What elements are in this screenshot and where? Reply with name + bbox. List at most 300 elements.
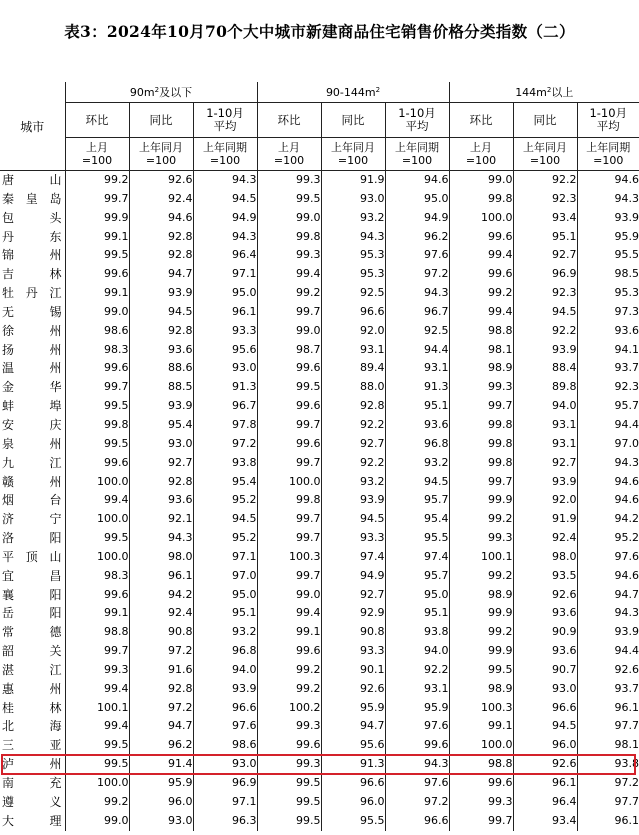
value-cell: 98.9 (449, 359, 513, 378)
value-cell: 100.0 (449, 209, 513, 228)
value-cell: 88.5 (129, 378, 193, 397)
value-cell: 94.2 (129, 586, 193, 605)
value-cell: 99.8 (65, 416, 129, 435)
value-cell: 94.5 (129, 303, 193, 322)
value-cell: 99.6 (65, 359, 129, 378)
sub-header: 环比 (257, 103, 321, 138)
value-cell: 99.9 (65, 209, 129, 228)
value-cell: 93.2 (385, 454, 449, 473)
value-cell: 99.1 (65, 228, 129, 247)
value-cell: 99.6 (65, 586, 129, 605)
value-cell: 94.7 (614, 587, 639, 601)
value-cell: 98.8 (449, 755, 513, 774)
base-header: 上年同期 =100 (577, 138, 639, 171)
value-cell: 94.3 (193, 228, 257, 247)
value-cell: 93.3 (321, 642, 385, 661)
base-header: 上年同期 =100 (193, 138, 257, 171)
value-cell: 95.5 (614, 248, 639, 262)
value-cell: 99.2 (257, 284, 321, 303)
city-cell: 大理 (0, 812, 65, 831)
value-cell: 100.3 (257, 548, 321, 567)
city-cell: 桂林 (0, 699, 65, 718)
value-cell: 94.1 (614, 342, 639, 356)
value-cell: 99.4 (257, 265, 321, 284)
value-cell: 92.8 (129, 322, 193, 341)
table-row (0, 793, 639, 812)
value-cell: 99.9 (449, 491, 513, 510)
value-cell: 94.6 (614, 173, 639, 186)
table-row (0, 774, 639, 793)
value-cell: 99.3 (257, 246, 321, 265)
value-cell: 99.7 (65, 642, 129, 661)
value-cell: 98.6 (193, 736, 257, 755)
value-cell: 97.2 (193, 435, 257, 454)
value-cell: 95.1 (513, 228, 577, 247)
value-cell: 95.7 (614, 399, 639, 413)
value-cell: 100.3 (449, 699, 513, 718)
value-cell: 95.4 (193, 473, 257, 492)
value-cell: 99.0 (257, 586, 321, 605)
table-row (0, 322, 639, 341)
value-cell: 99.7 (257, 416, 321, 435)
base-header: 上年同月 =100 (513, 138, 577, 171)
value-cell: 96.6 (513, 699, 577, 718)
base-header: 上年同月 =100 (129, 138, 193, 171)
value-cell: 94.6 (129, 209, 193, 228)
value-cell: 96.7 (193, 397, 257, 416)
value-cell: 91.9 (321, 171, 385, 190)
value-cell: 100.0 (65, 548, 129, 567)
value-cell: 100.1 (449, 548, 513, 567)
table-row (0, 473, 639, 492)
table-row (0, 397, 639, 416)
value-cell: 99.2 (449, 567, 513, 586)
value-cell: 98.9 (449, 680, 513, 699)
sub-header: 1-10月 平均 (193, 103, 257, 138)
value-cell: 95.3 (614, 286, 639, 300)
value-cell: 94.7 (129, 265, 193, 284)
value-cell: 95.6 (321, 736, 385, 755)
table-row (0, 246, 639, 265)
value-cell: 99.4 (65, 491, 129, 510)
value-cell: 95.6 (193, 341, 257, 360)
value-cell: 96.2 (385, 228, 449, 247)
table-row (0, 623, 639, 642)
value-cell: 94.5 (193, 190, 257, 209)
value-cell: 99.3 (449, 378, 513, 397)
value-cell: 99.5 (257, 793, 321, 812)
value-cell: 94.3 (193, 171, 257, 190)
value-cell: 92.7 (321, 435, 385, 454)
value-cell: 92.6 (321, 680, 385, 699)
value-cell: 90.8 (321, 623, 385, 642)
value-cell: 100.2 (257, 699, 321, 718)
value-cell: 93.3 (193, 322, 257, 341)
value-cell: 99.7 (257, 529, 321, 548)
value-cell: 90.9 (513, 623, 577, 642)
value-cell: 99.2 (257, 661, 321, 680)
value-cell: 94.7 (321, 717, 385, 736)
value-cell: 95.3 (321, 265, 385, 284)
value-cell: 98.1 (614, 738, 639, 752)
value-cell: 99.5 (65, 755, 129, 774)
value-cell: 93.6 (513, 642, 577, 661)
value-cell: 97.6 (385, 774, 449, 793)
value-cell: 95.4 (129, 416, 193, 435)
table-row (0, 812, 639, 831)
table-row (0, 378, 639, 397)
city-cell: 宜昌 (0, 567, 65, 586)
value-cell: 88.0 (321, 378, 385, 397)
value-cell: 90.1 (321, 661, 385, 680)
value-cell: 93.0 (321, 190, 385, 209)
value-cell: 94.3 (129, 529, 193, 548)
value-cell: 93.6 (513, 604, 577, 623)
value-cell: 99.5 (65, 397, 129, 416)
value-cell: 98.3 (65, 567, 129, 586)
value-cell: 92.7 (513, 246, 577, 265)
value-cell: 99.9 (449, 604, 513, 623)
value-cell: 99.6 (257, 642, 321, 661)
table-row (0, 717, 639, 736)
value-cell: 92.6 (129, 171, 193, 190)
value-cell: 97.2 (614, 776, 639, 789)
city-cell: 湛江 (0, 661, 65, 680)
value-cell: 94.5 (193, 510, 257, 529)
table-row (0, 454, 639, 473)
city-cell: 包头 (0, 209, 65, 228)
value-cell: 90.7 (513, 661, 577, 680)
sub-header: 同比 (321, 103, 385, 138)
value-cell: 99.5 (65, 736, 129, 755)
value-cell: 97.2 (129, 642, 193, 661)
city-cell: 泉州 (0, 435, 65, 454)
city-cell: 三亚 (0, 736, 65, 755)
value-cell: 99.8 (449, 190, 513, 209)
value-cell: 99.8 (449, 435, 513, 454)
value-cell: 100.0 (65, 510, 129, 529)
city-cell: 九江 (0, 454, 65, 473)
value-cell: 95.3 (321, 246, 385, 265)
value-cell: 96.2 (129, 736, 193, 755)
city-cell: 丹东 (0, 228, 65, 247)
value-cell: 95.1 (385, 397, 449, 416)
value-cell: 93.3 (321, 529, 385, 548)
value-cell: 99.7 (65, 190, 129, 209)
value-cell: 92.8 (129, 246, 193, 265)
sub-header: 1-10月 平均 (385, 103, 449, 138)
value-cell: 96.1 (129, 567, 193, 586)
table-row (0, 604, 639, 623)
value-cell: 99.2 (449, 510, 513, 529)
value-cell: 96.6 (385, 812, 449, 831)
value-cell: 94.6 (385, 171, 449, 190)
value-cell: 97.0 (193, 567, 257, 586)
value-cell: 99.0 (257, 322, 321, 341)
value-cell: 96.6 (193, 699, 257, 718)
value-cell: 93.6 (385, 416, 449, 435)
value-cell: 92.6 (513, 755, 577, 774)
value-cell: 99.7 (65, 378, 129, 397)
value-cell: 99.2 (65, 171, 129, 190)
value-cell: 99.6 (257, 435, 321, 454)
table-row (0, 548, 639, 567)
value-cell: 99.5 (449, 661, 513, 680)
value-cell: 95.4 (385, 510, 449, 529)
value-cell: 92.4 (129, 190, 193, 209)
value-cell: 98.8 (449, 322, 513, 341)
value-cell: 99.6 (65, 454, 129, 473)
sub-header: 同比 (129, 103, 193, 138)
value-cell: 95.0 (385, 190, 449, 209)
value-cell: 97.4 (321, 548, 385, 567)
value-cell: 99.7 (449, 397, 513, 416)
value-cell: 93.0 (193, 359, 257, 378)
value-cell: 97.1 (193, 548, 257, 567)
value-cell: 92.0 (513, 491, 577, 510)
value-cell: 93.0 (193, 755, 257, 774)
value-cell: 94.4 (385, 341, 449, 360)
value-cell: 97.4 (385, 548, 449, 567)
value-cell: 96.6 (321, 303, 385, 322)
table-row (0, 265, 639, 284)
value-cell: 96.8 (385, 435, 449, 454)
value-cell: 89.4 (321, 359, 385, 378)
city-cell: 岳阳 (0, 604, 65, 623)
value-cell: 99.5 (257, 190, 321, 209)
table-row (0, 755, 639, 774)
value-cell: 94.6 (614, 474, 639, 488)
value-cell: 97.8 (193, 416, 257, 435)
value-cell: 99.6 (65, 265, 129, 284)
table-row (0, 228, 639, 247)
value-cell: 94.3 (614, 191, 639, 205)
value-cell: 94.2 (614, 512, 639, 526)
city-cell: 襄阳 (0, 586, 65, 605)
base-header: 上月 =100 (449, 138, 513, 171)
value-cell: 95.2 (193, 529, 257, 548)
value-cell: 99.7 (257, 454, 321, 473)
city-column-header: 城市 (0, 82, 65, 171)
price-index-table (0, 82, 639, 831)
value-cell: 93.8 (193, 454, 257, 473)
value-cell: 95.9 (614, 229, 639, 243)
value-cell: 95.0 (193, 586, 257, 605)
value-cell: 93.1 (385, 359, 449, 378)
value-cell: 92.4 (129, 604, 193, 623)
base-header: 上月 =100 (257, 138, 321, 171)
value-cell: 99.9 (449, 642, 513, 661)
table-row (0, 642, 639, 661)
value-cell: 92.6 (614, 662, 639, 676)
value-cell: 91.6 (129, 661, 193, 680)
base-header: 上月 =100 (65, 138, 129, 171)
value-cell: 91.3 (193, 378, 257, 397)
value-cell: 94.4 (614, 417, 639, 431)
value-cell: 99.5 (65, 435, 129, 454)
value-cell: 92.5 (385, 322, 449, 341)
value-cell: 94.5 (385, 473, 449, 492)
table-body (0, 171, 639, 831)
value-cell: 99.8 (449, 416, 513, 435)
value-cell: 92.2 (385, 661, 449, 680)
value-cell: 95.7 (385, 567, 449, 586)
value-cell: 93.7 (614, 361, 639, 375)
value-cell: 99.0 (449, 171, 513, 190)
value-cell: 93.2 (321, 473, 385, 492)
value-cell: 99.7 (449, 473, 513, 492)
value-cell: 93.9 (614, 625, 639, 639)
value-cell: 96.4 (513, 793, 577, 812)
value-cell: 97.3 (614, 304, 639, 318)
city-cell: 唐山 (0, 171, 65, 190)
value-cell: 95.2 (193, 491, 257, 510)
table-row (0, 699, 639, 718)
value-cell: 100.0 (257, 473, 321, 492)
value-cell: 99.1 (65, 604, 129, 623)
value-cell: 92.3 (513, 190, 577, 209)
value-cell: 99.2 (257, 680, 321, 699)
sub-header: 环比 (65, 103, 129, 138)
value-cell: 98.5 (614, 267, 639, 281)
value-cell: 91.3 (385, 378, 449, 397)
value-cell: 99.4 (257, 604, 321, 623)
table-row (0, 359, 639, 378)
value-cell: 99.7 (257, 567, 321, 586)
value-cell: 97.6 (614, 549, 639, 563)
value-cell: 96.9 (513, 265, 577, 284)
value-cell: 92.2 (513, 171, 577, 190)
value-cell: 99.8 (257, 491, 321, 510)
value-cell: 99.7 (257, 510, 321, 529)
value-cell: 94.5 (513, 717, 577, 736)
group-header-large: $144m^2$以上 (449, 82, 639, 103)
value-cell: 93.9 (513, 473, 577, 492)
value-cell: 100.0 (65, 774, 129, 793)
value-cell: 99.5 (65, 246, 129, 265)
value-cell: 98.1 (449, 341, 513, 360)
value-cell: 99.7 (449, 812, 513, 831)
table-row (0, 284, 639, 303)
value-cell: 92.8 (129, 228, 193, 247)
value-cell: 95.9 (129, 774, 193, 793)
value-cell: 93.1 (513, 435, 577, 454)
table-row (0, 680, 639, 699)
city-cell: 无锡 (0, 303, 65, 322)
value-cell: 99.4 (65, 680, 129, 699)
value-cell: 99.0 (65, 812, 129, 831)
value-cell: 95.2 (614, 531, 639, 545)
value-cell: 98.0 (129, 548, 193, 567)
table-row (0, 303, 639, 322)
value-cell: 93.9 (513, 341, 577, 360)
value-cell: 94.7 (129, 717, 193, 736)
value-cell: 94.5 (513, 303, 577, 322)
city-cell: 遵义 (0, 793, 65, 812)
value-cell: 94.3 (321, 228, 385, 247)
value-cell: 97.6 (385, 246, 449, 265)
city-cell: 牡丹江 (0, 284, 65, 303)
value-cell: 95.9 (385, 699, 449, 718)
value-cell: 93.0 (513, 680, 577, 699)
value-cell: 99.6 (449, 228, 513, 247)
city-cell: 北海 (0, 717, 65, 736)
value-cell: 93.4 (513, 209, 577, 228)
group-header-medium: $90-144m^2$ (257, 82, 449, 103)
value-cell: 97.0 (614, 436, 639, 450)
value-cell: 99.5 (257, 812, 321, 831)
value-cell: 94.9 (385, 209, 449, 228)
value-cell: 92.7 (321, 586, 385, 605)
city-cell: 秦皇岛 (0, 190, 65, 209)
value-cell: 99.2 (449, 623, 513, 642)
value-cell: 93.7 (614, 681, 639, 695)
city-cell: 南充 (0, 774, 65, 793)
value-cell: 93.1 (321, 341, 385, 360)
value-cell: 95.9 (321, 699, 385, 718)
table-row (0, 510, 639, 529)
value-cell: 92.3 (513, 284, 577, 303)
value-cell: 99.6 (257, 359, 321, 378)
table-row (0, 736, 639, 755)
table-row (0, 171, 639, 190)
value-cell: 99.6 (385, 736, 449, 755)
value-cell: 93.2 (321, 209, 385, 228)
table-row (0, 567, 639, 586)
city-cell: 赣州 (0, 473, 65, 492)
value-cell: 93.2 (193, 623, 257, 642)
value-cell: 94.9 (193, 209, 257, 228)
value-cell: 97.2 (129, 699, 193, 718)
city-cell: 常德 (0, 623, 65, 642)
value-cell: 94.6 (614, 568, 639, 582)
value-cell: 88.4 (513, 359, 577, 378)
value-cell: 97.7 (614, 719, 639, 733)
city-cell: 扬州 (0, 341, 65, 360)
city-cell: 安庆 (0, 416, 65, 435)
value-cell: 94.6 (614, 493, 639, 507)
value-cell: 99.6 (257, 397, 321, 416)
value-cell: 96.0 (129, 793, 193, 812)
value-cell: 96.3 (193, 812, 257, 831)
value-cell: 99.7 (257, 303, 321, 322)
value-cell: 93.8 (385, 623, 449, 642)
value-cell: 99.3 (257, 717, 321, 736)
value-cell: 99.3 (449, 529, 513, 548)
value-cell: 93.0 (129, 812, 193, 831)
sub-header: 1-10月 平均 (577, 103, 639, 138)
value-cell: 99.3 (65, 661, 129, 680)
value-cell: 94.3 (385, 284, 449, 303)
value-cell: 90.8 (129, 623, 193, 642)
table-row (0, 209, 639, 228)
value-cell: 99.4 (449, 303, 513, 322)
value-cell: 93.6 (129, 341, 193, 360)
value-cell: 99.0 (65, 303, 129, 322)
value-cell: 95.0 (385, 586, 449, 605)
table-row (0, 586, 639, 605)
value-cell: 98.6 (65, 322, 129, 341)
value-cell: 94.3 (385, 755, 449, 774)
value-cell: 93.9 (321, 491, 385, 510)
sub-header: 环比 (449, 103, 513, 138)
value-cell: 95.1 (193, 604, 257, 623)
value-cell: 88.6 (129, 359, 193, 378)
city-cell: 烟台 (0, 491, 65, 510)
value-cell: 98.3 (65, 341, 129, 360)
value-cell: 96.1 (614, 700, 639, 714)
value-cell: 99.3 (257, 755, 321, 774)
